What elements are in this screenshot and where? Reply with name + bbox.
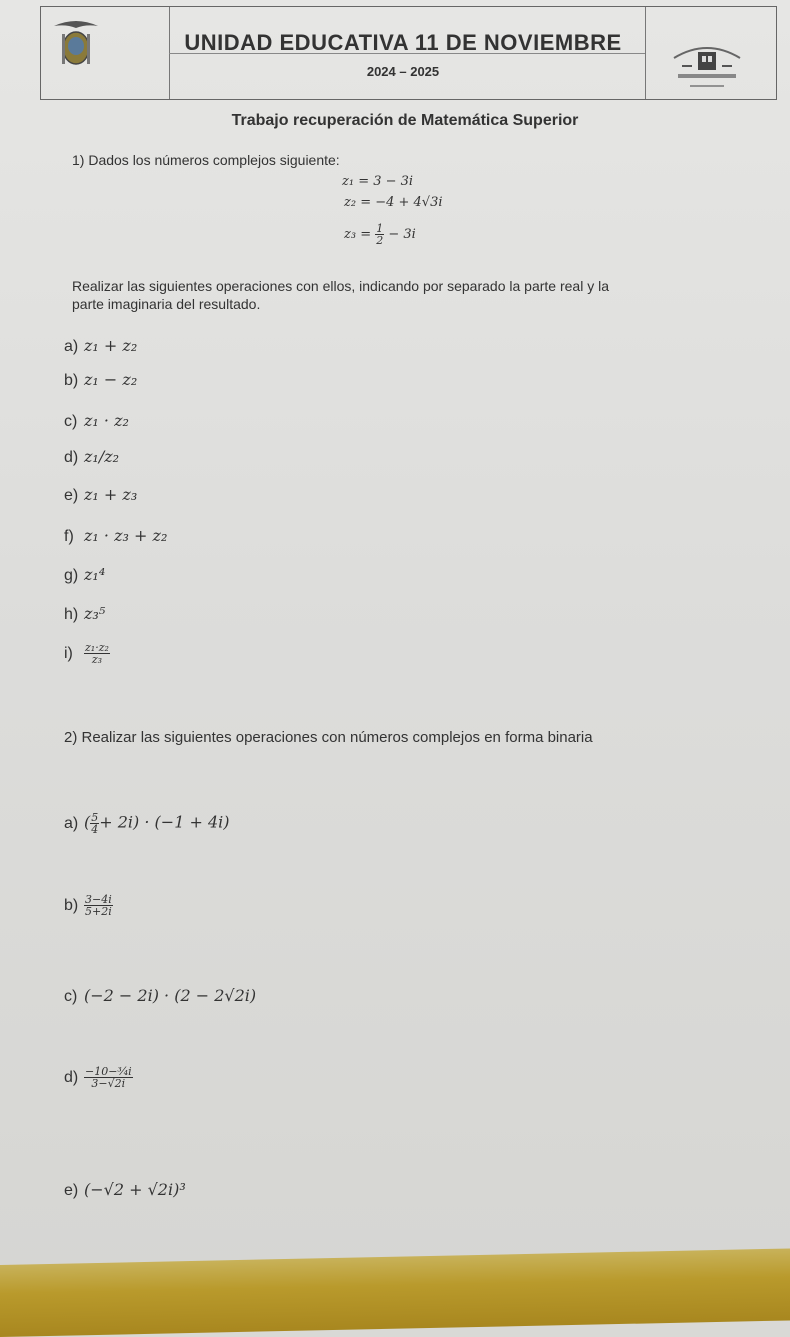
- list-item: [64, 447, 119, 467]
- z3-lhs: z₃ =: [344, 227, 372, 242]
- item-label: e): [64, 1182, 79, 1199]
- fraction-denominator: 5+2i: [85, 905, 112, 918]
- list-item: [64, 370, 137, 390]
- school-year: 2024 – 2025: [366, 64, 440, 79]
- expr-open-paren: (: [84, 812, 91, 832]
- item-expression: z₃⁵: [84, 604, 106, 623]
- item-expression: z₁/z₂: [84, 447, 120, 466]
- desk-surface: [0, 1248, 790, 1337]
- item-label: b): [64, 896, 79, 914]
- item-expression: z₁ · z₃ + z₂: [84, 526, 168, 545]
- item-label: h): [64, 606, 79, 623]
- z3-rhs: − 3i: [388, 227, 416, 242]
- item-expression: z₁⁴: [84, 565, 106, 584]
- item-fraction: [84, 894, 113, 917]
- list-item: [64, 986, 256, 1006]
- list-item: [64, 526, 167, 546]
- list-item: [64, 411, 129, 431]
- item-expression: z₁ + z₃: [84, 485, 138, 504]
- item-label: c): [64, 988, 78, 1005]
- item-label: a): [64, 338, 79, 355]
- question-2-intro: 2) Realizar las siguientes operaciones con números complejos en forma binaria: [64, 729, 593, 746]
- z3-fraction: [375, 223, 384, 246]
- z1-definition: z₁ = 3 − 3i: [342, 174, 414, 189]
- item-label: c): [64, 413, 78, 430]
- fraction-denominator: 4: [91, 823, 99, 836]
- item-expression: + 2i) · (−1 + 4i): [99, 812, 230, 832]
- z3-numerator: 1: [376, 222, 384, 235]
- school-logo-icon: [668, 44, 746, 92]
- fraction-numerator: −10−³⁄₄i: [85, 1065, 132, 1078]
- list-item: [64, 336, 137, 356]
- ecuador-coat-of-arms-icon: [52, 18, 100, 70]
- list-item: [64, 812, 229, 835]
- item-label: i): [64, 644, 73, 662]
- item-label: a): [64, 814, 79, 832]
- item-label: e): [64, 487, 79, 504]
- item-fraction: [90, 812, 99, 835]
- assignment-title: Trabajo recuperación de Matemática Superior: [231, 112, 579, 129]
- fraction-denominator: z₃: [91, 653, 103, 666]
- item-label: d): [64, 1068, 79, 1086]
- item-label: b): [64, 372, 79, 389]
- item-expression: (−2 − 2i) · (2 − 2√2i): [84, 986, 257, 1005]
- z3-definition: [344, 223, 416, 246]
- fraction-numerator: z₁·z₂: [85, 641, 109, 654]
- list-item: [64, 894, 113, 917]
- list-item: [64, 1066, 133, 1089]
- list-item: [64, 642, 110, 665]
- item-expression: z₁ − z₂: [84, 370, 138, 389]
- question-1-intro: 1) Dados los números complejos siguiente:: [72, 152, 340, 168]
- list-item: [64, 565, 105, 585]
- item-label: f): [64, 528, 74, 545]
- list-item: [64, 485, 137, 505]
- item-expression: z₁ + z₂: [84, 336, 138, 355]
- instruction-line-1: Realizar las siguientes operaciones con ellos, indicando por separado la parte real y la: [72, 278, 609, 294]
- header-divider: [645, 7, 646, 99]
- item-label: g): [64, 567, 79, 584]
- list-item: [64, 604, 105, 624]
- z3-denominator: 2: [376, 234, 384, 247]
- item-expression: z₁ · z₂: [84, 411, 129, 430]
- item-fraction: [84, 642, 110, 665]
- fraction-numerator: 3−4i: [85, 893, 112, 906]
- list-item: [64, 1180, 186, 1200]
- z2-definition: z₂ = −4 + 4√3i: [344, 195, 443, 210]
- item-label: d): [64, 449, 79, 466]
- school-name: UNIDAD EDUCATIVA 11 DE NOVIEMBRE: [184, 30, 622, 55]
- item-expression: (−√2 + √2i)³: [84, 1180, 186, 1199]
- instruction-line-2: parte imaginaria del resultado.: [72, 296, 261, 312]
- fraction-denominator: 3−√2i: [91, 1077, 126, 1090]
- item-fraction: [84, 1066, 133, 1089]
- fraction-numerator: 5: [91, 811, 99, 824]
